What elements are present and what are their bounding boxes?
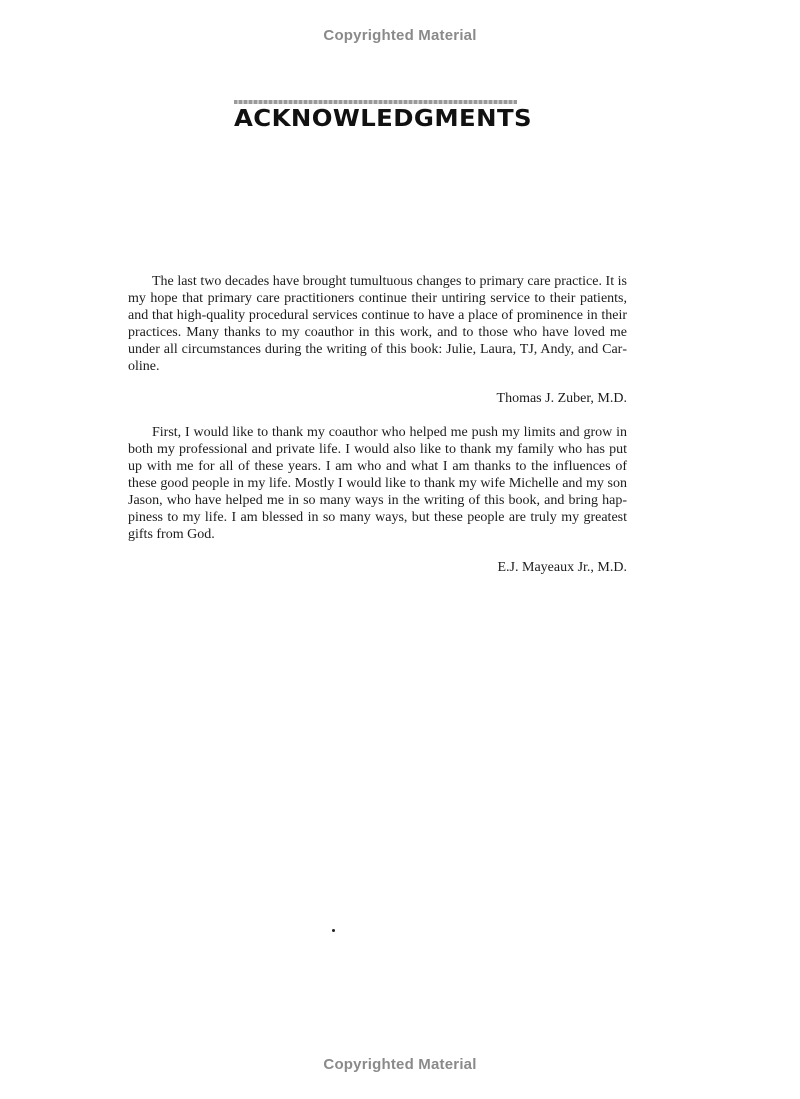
signature-mayeaux: E.J. Mayeaux Jr., M.D.	[497, 559, 627, 575]
stray-dot-mark	[332, 929, 335, 932]
signature-zuber: Thomas J. Zuber, M.D.	[496, 391, 627, 407]
acknowledgment-paragraph-mayeaux: First, I would like to thank my coauthor who helped me push my limits and grow in both my professional and private life. I would also like to thank my family who has put up with me for all of these years. I am who and what I am thanks to the influences of these good people in my life. Mostly I would like to thank my wife Michelle and my son Jason, who have helped me in so many ways in the writing of this book, and bring happiness to my life. I am blessed in so many ways, but these people are truly my greatest gifts from God.	[128, 425, 627, 542]
acknowledgments-body	[128, 274, 627, 594]
title-rule	[234, 100, 517, 104]
acknowledgment-paragraph-zuber: The last two decades have brought tumultuous changes to primary care practice. It is my hope that primary care practitioners continue their untiring service to their patients, and that high-quality procedural services continue to have a place of prominence in their practices. Many thanks to my coauthor in this work, and to those who have loved me under all circumstances during the writing of this book: Julie, Laura, TJ, Andy, and Caroline.	[128, 274, 627, 374]
page-title: ACKNOWLEDGMENTS	[234, 106, 532, 132]
copyright-watermark-bottom: Copyrighted Material	[323, 1056, 477, 1073]
copyright-watermark-top: Copyrighted Material	[323, 27, 477, 44]
